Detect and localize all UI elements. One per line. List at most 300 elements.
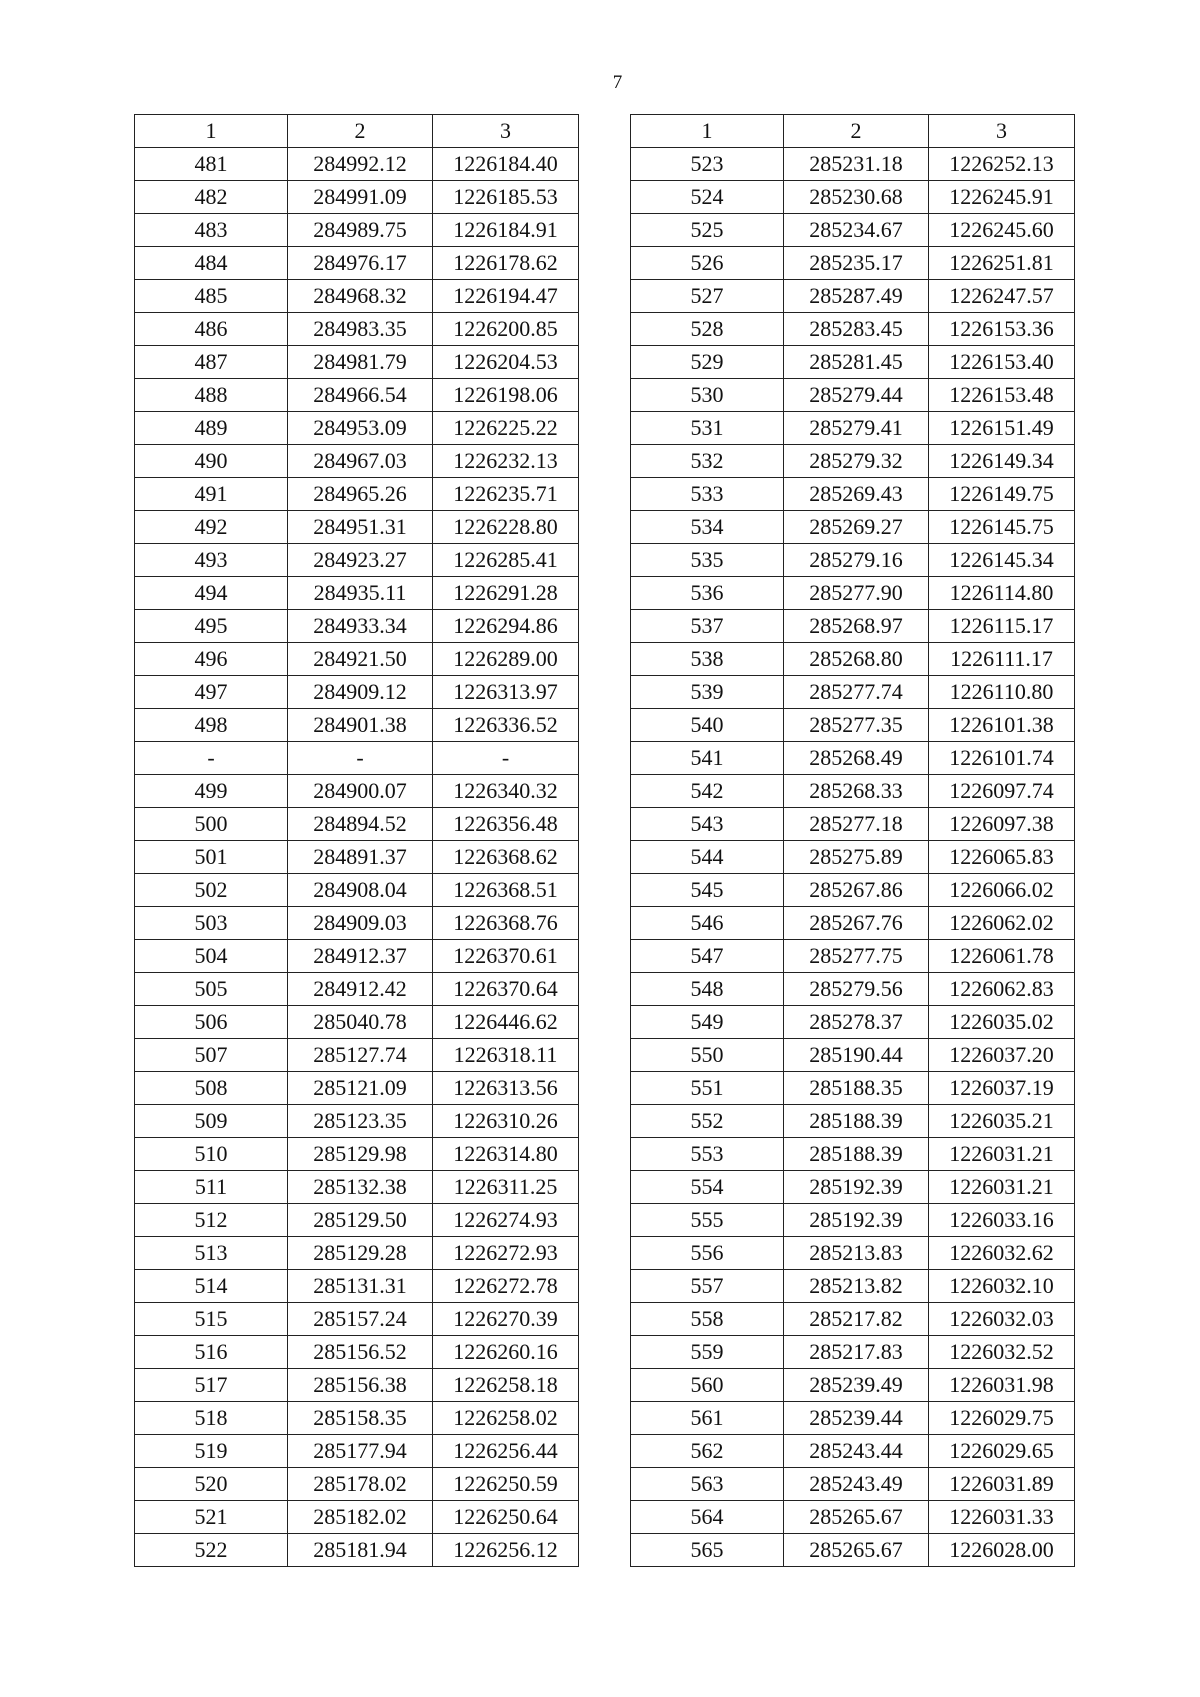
column-header-3: 3	[433, 115, 579, 148]
table-row	[631, 1336, 1075, 1369]
point-number-cell: 559	[631, 1336, 784, 1369]
point-number-cell: 515	[135, 1303, 288, 1336]
y-coordinate-cell: 1226066.02	[929, 874, 1075, 907]
x-coordinate-cell: 285279.16	[784, 544, 929, 577]
x-coordinate-cell: 285279.32	[784, 445, 929, 478]
x-coordinate-cell: 285239.44	[784, 1402, 929, 1435]
table-row	[631, 1369, 1075, 1402]
table-row	[135, 280, 579, 313]
table-row	[135, 412, 579, 445]
x-coordinate-cell: 285181.94	[288, 1534, 433, 1567]
table-row	[631, 577, 1075, 610]
table-row	[135, 1171, 579, 1204]
x-coordinate-cell: 285277.35	[784, 709, 929, 742]
y-coordinate-cell: 1226291.28	[433, 577, 579, 610]
point-number-cell: 524	[631, 181, 784, 214]
point-number-cell: 540	[631, 709, 784, 742]
x-coordinate-cell: 285279.41	[784, 412, 929, 445]
y-coordinate-cell: 1226294.86	[433, 610, 579, 643]
table-row	[631, 313, 1075, 346]
y-coordinate-cell: 1226245.60	[929, 214, 1075, 247]
y-coordinate-cell: 1226097.38	[929, 808, 1075, 841]
table-row	[631, 412, 1075, 445]
y-coordinate-cell: 1226336.52	[433, 709, 579, 742]
point-number-cell: 513	[135, 1237, 288, 1270]
x-coordinate-cell: 285132.38	[288, 1171, 433, 1204]
y-coordinate-cell: 1226228.80	[433, 511, 579, 544]
table-row	[631, 940, 1075, 973]
y-coordinate-cell: 1226037.19	[929, 1072, 1075, 1105]
table-header	[135, 115, 579, 148]
table-body	[631, 148, 1075, 1567]
point-number-cell: 539	[631, 676, 784, 709]
point-number-cell: 499	[135, 775, 288, 808]
x-coordinate-cell: 285188.35	[784, 1072, 929, 1105]
table-row	[135, 1369, 579, 1402]
y-coordinate-cell: 1226256.44	[433, 1435, 579, 1468]
point-number-cell: 481	[135, 148, 288, 181]
x-coordinate-cell: 285234.67	[784, 214, 929, 247]
x-coordinate-cell: 285188.39	[784, 1105, 929, 1138]
y-coordinate-cell: 1226258.18	[433, 1369, 579, 1402]
table-row	[135, 1501, 579, 1534]
x-coordinate-cell: 284992.12	[288, 148, 433, 181]
table-row	[631, 1105, 1075, 1138]
y-coordinate-cell: 1226062.83	[929, 973, 1075, 1006]
point-number-cell: 553	[631, 1138, 784, 1171]
point-number-cell: 554	[631, 1171, 784, 1204]
point-number-cell: 518	[135, 1402, 288, 1435]
y-coordinate-cell: 1226247.57	[929, 280, 1075, 313]
y-coordinate-cell: 1226260.16	[433, 1336, 579, 1369]
point-number-cell: 545	[631, 874, 784, 907]
y-coordinate-cell: 1226245.91	[929, 181, 1075, 214]
y-coordinate-cell: 1226232.13	[433, 445, 579, 478]
table-row	[631, 1171, 1075, 1204]
point-number-cell: 531	[631, 412, 784, 445]
x-coordinate-cell: 284923.27	[288, 544, 433, 577]
point-number-cell: 516	[135, 1336, 288, 1369]
point-number-cell: 557	[631, 1270, 784, 1303]
x-coordinate-cell: 285268.49	[784, 742, 929, 775]
x-coordinate-cell: 285243.44	[784, 1435, 929, 1468]
x-coordinate-cell: 284891.37	[288, 841, 433, 874]
y-coordinate-cell: 1226097.74	[929, 775, 1075, 808]
y-coordinate-cell: 1226101.38	[929, 709, 1075, 742]
y-coordinate-cell: 1226114.80	[929, 577, 1075, 610]
x-coordinate-cell: 285190.44	[784, 1039, 929, 1072]
x-coordinate-cell: 284953.09	[288, 412, 433, 445]
point-number-cell: 487	[135, 346, 288, 379]
x-coordinate-cell: 285129.50	[288, 1204, 433, 1237]
x-coordinate-cell: 285268.33	[784, 775, 929, 808]
point-number-cell: 517	[135, 1369, 288, 1402]
point-number-cell: 546	[631, 907, 784, 940]
y-coordinate-cell: 1226115.17	[929, 610, 1075, 643]
x-coordinate-cell: 285277.18	[784, 808, 929, 841]
table-row	[135, 1534, 579, 1567]
point-number-cell: 511	[135, 1171, 288, 1204]
point-number-cell: 550	[631, 1039, 784, 1072]
point-number-cell: 542	[631, 775, 784, 808]
table-row	[631, 973, 1075, 1006]
x-coordinate-cell: 284976.17	[288, 247, 433, 280]
x-coordinate-cell: 285213.82	[784, 1270, 929, 1303]
point-number-cell: 482	[135, 181, 288, 214]
table-row	[631, 1501, 1075, 1534]
x-coordinate-cell: 285287.49	[784, 280, 929, 313]
y-coordinate-cell: 1226149.34	[929, 445, 1075, 478]
point-number-cell: 556	[631, 1237, 784, 1270]
x-coordinate-cell: 284967.03	[288, 445, 433, 478]
point-number-cell: 503	[135, 907, 288, 940]
table-row	[631, 841, 1075, 874]
x-coordinate-cell: 285178.02	[288, 1468, 433, 1501]
x-coordinate-cell: 285182.02	[288, 1501, 433, 1534]
y-coordinate-cell: 1226198.06	[433, 379, 579, 412]
y-coordinate-cell: 1226318.11	[433, 1039, 579, 1072]
y-coordinate-cell: 1226225.22	[433, 412, 579, 445]
y-coordinate-cell: 1226446.62	[433, 1006, 579, 1039]
point-number-cell: 496	[135, 643, 288, 676]
column-header-3: 3	[929, 115, 1075, 148]
table-row	[631, 742, 1075, 775]
point-number-cell: 532	[631, 445, 784, 478]
x-coordinate-cell: 285217.82	[784, 1303, 929, 1336]
x-coordinate-cell: 285265.67	[784, 1534, 929, 1567]
table-row	[631, 379, 1075, 412]
point-number-cell: 501	[135, 841, 288, 874]
y-coordinate-cell: 1226032.03	[929, 1303, 1075, 1336]
y-coordinate-cell: 1226184.91	[433, 214, 579, 247]
y-coordinate-cell: 1226311.25	[433, 1171, 579, 1204]
y-coordinate-cell: 1226145.34	[929, 544, 1075, 577]
y-coordinate-cell: 1226028.00	[929, 1534, 1075, 1567]
x-coordinate-cell: 285188.39	[784, 1138, 929, 1171]
table-row	[135, 346, 579, 379]
y-coordinate-cell: 1226110.80	[929, 676, 1075, 709]
x-coordinate-cell: 284901.38	[288, 709, 433, 742]
y-coordinate-cell: 1226031.98	[929, 1369, 1075, 1402]
y-coordinate-cell: 1226256.12	[433, 1534, 579, 1567]
y-coordinate-cell: 1226356.48	[433, 808, 579, 841]
x-coordinate-cell: 285230.68	[784, 181, 929, 214]
table-row	[631, 1468, 1075, 1501]
x-coordinate-cell: 285127.74	[288, 1039, 433, 1072]
table-row	[631, 1534, 1075, 1567]
x-coordinate-cell: 284912.42	[288, 973, 433, 1006]
table-row	[135, 1039, 579, 1072]
x-coordinate-cell: 285192.39	[784, 1204, 929, 1237]
x-coordinate-cell: 285217.83	[784, 1336, 929, 1369]
point-number-cell: 507	[135, 1039, 288, 1072]
y-coordinate-cell: 1226032.10	[929, 1270, 1075, 1303]
y-coordinate-cell: 1226031.21	[929, 1171, 1075, 1204]
table-row	[631, 874, 1075, 907]
table-row	[631, 544, 1075, 577]
table-row	[135, 709, 579, 742]
point-number-cell: 534	[631, 511, 784, 544]
point-number-cell: 493	[135, 544, 288, 577]
point-number-cell: 526	[631, 247, 784, 280]
table-row	[135, 214, 579, 247]
point-number-cell: 563	[631, 1468, 784, 1501]
y-coordinate-cell: 1226029.75	[929, 1402, 1075, 1435]
table-row	[135, 808, 579, 841]
table-row	[631, 478, 1075, 511]
point-number-cell: 560	[631, 1369, 784, 1402]
column-header-1: 1	[631, 115, 784, 148]
x-coordinate-cell: 285231.18	[784, 148, 929, 181]
x-coordinate-cell: 284966.54	[288, 379, 433, 412]
table-row	[135, 1006, 579, 1039]
table-row	[135, 379, 579, 412]
header-row	[135, 115, 579, 148]
y-coordinate-cell: 1226368.62	[433, 841, 579, 874]
table-row	[135, 511, 579, 544]
point-number-cell: 533	[631, 478, 784, 511]
point-number-cell: 498	[135, 709, 288, 742]
point-number-cell: 528	[631, 313, 784, 346]
y-coordinate-cell: 1226340.32	[433, 775, 579, 808]
table-row	[631, 1204, 1075, 1237]
table-row	[135, 478, 579, 511]
point-number-cell: 561	[631, 1402, 784, 1435]
table-row	[631, 1270, 1075, 1303]
table-row	[631, 676, 1075, 709]
y-coordinate-cell: 1226032.62	[929, 1237, 1075, 1270]
table-row	[135, 544, 579, 577]
y-coordinate-cell: 1226368.76	[433, 907, 579, 940]
y-coordinate-cell: 1226274.93	[433, 1204, 579, 1237]
x-coordinate-cell: 285279.44	[784, 379, 929, 412]
table-row	[135, 445, 579, 478]
point-number-cell: 562	[631, 1435, 784, 1468]
y-coordinate-cell: 1226272.93	[433, 1237, 579, 1270]
table-row	[135, 181, 579, 214]
y-coordinate-cell: 1226111.17	[929, 643, 1075, 676]
point-number-cell: 555	[631, 1204, 784, 1237]
table-row	[135, 247, 579, 280]
table-row	[135, 775, 579, 808]
table-row	[631, 247, 1075, 280]
x-coordinate-cell: 285278.37	[784, 1006, 929, 1039]
table-row	[135, 1138, 579, 1171]
y-coordinate-cell: 1226035.02	[929, 1006, 1075, 1039]
y-coordinate-cell: 1226250.64	[433, 1501, 579, 1534]
y-coordinate-cell: 1226031.33	[929, 1501, 1075, 1534]
x-coordinate-cell: 284909.03	[288, 907, 433, 940]
table-row	[631, 1006, 1075, 1039]
x-coordinate-cell: 285192.39	[784, 1171, 929, 1204]
x-coordinate-cell: 285277.90	[784, 577, 929, 610]
table-row	[631, 1303, 1075, 1336]
x-coordinate-cell: 285268.97	[784, 610, 929, 643]
point-number-cell: 551	[631, 1072, 784, 1105]
x-coordinate-cell: 285123.35	[288, 1105, 433, 1138]
y-coordinate-cell: 1226153.48	[929, 379, 1075, 412]
table-row	[135, 610, 579, 643]
x-coordinate-cell: 285129.98	[288, 1138, 433, 1171]
point-number-cell: 510	[135, 1138, 288, 1171]
point-number-cell: 490	[135, 445, 288, 478]
point-number-cell: 491	[135, 478, 288, 511]
x-coordinate-cell: 284951.31	[288, 511, 433, 544]
table-row	[631, 1138, 1075, 1171]
point-number-cell: 495	[135, 610, 288, 643]
point-number-cell: 502	[135, 874, 288, 907]
table-row	[135, 1270, 579, 1303]
x-coordinate-cell: 285213.83	[784, 1237, 929, 1270]
x-coordinate-cell: 284909.12	[288, 676, 433, 709]
table-row	[631, 907, 1075, 940]
point-number-cell: 565	[631, 1534, 784, 1567]
y-coordinate-cell: 1226153.40	[929, 346, 1075, 379]
y-coordinate-cell: 1226200.85	[433, 313, 579, 346]
table-row	[631, 214, 1075, 247]
column-header-1: 1	[135, 115, 288, 148]
point-number-cell: 483	[135, 214, 288, 247]
point-number-cell: 527	[631, 280, 784, 313]
y-coordinate-cell: 1226250.59	[433, 1468, 579, 1501]
point-number-cell: 484	[135, 247, 288, 280]
y-coordinate-cell: 1226235.71	[433, 478, 579, 511]
point-number-cell: 552	[631, 1105, 784, 1138]
point-number-cell: 512	[135, 1204, 288, 1237]
table-row	[135, 643, 579, 676]
y-coordinate-cell: 1226251.81	[929, 247, 1075, 280]
point-number-cell: 488	[135, 379, 288, 412]
table-row	[135, 742, 579, 775]
table-row	[631, 181, 1075, 214]
table-row	[631, 1039, 1075, 1072]
point-number-cell: 500	[135, 808, 288, 841]
y-coordinate-cell: 1226184.40	[433, 148, 579, 181]
table-row	[631, 610, 1075, 643]
x-coordinate-cell: 285243.49	[784, 1468, 929, 1501]
x-coordinate-cell: 285277.74	[784, 676, 929, 709]
y-coordinate-cell: 1226101.74	[929, 742, 1075, 775]
x-coordinate-cell: 284989.75	[288, 214, 433, 247]
x-coordinate-cell: 284912.37	[288, 940, 433, 973]
table-row	[631, 511, 1075, 544]
point-number-cell: 486	[135, 313, 288, 346]
point-number-cell: 535	[631, 544, 784, 577]
y-coordinate-cell: 1226313.97	[433, 676, 579, 709]
table-row	[135, 1303, 579, 1336]
x-coordinate-cell: 285156.38	[288, 1369, 433, 1402]
y-coordinate-cell: 1226194.47	[433, 280, 579, 313]
point-number-cell: 541	[631, 742, 784, 775]
x-coordinate-cell: 284983.35	[288, 313, 433, 346]
y-coordinate-cell: 1226062.02	[929, 907, 1075, 940]
table-row	[135, 907, 579, 940]
y-coordinate-cell: 1226270.39	[433, 1303, 579, 1336]
point-number-cell: 530	[631, 379, 784, 412]
x-coordinate-cell: 285129.28	[288, 1237, 433, 1270]
table-row	[135, 1435, 579, 1468]
x-coordinate-cell: 284921.50	[288, 643, 433, 676]
x-coordinate-cell: 285235.17	[784, 247, 929, 280]
x-coordinate-cell: 285283.45	[784, 313, 929, 346]
x-coordinate-cell: 285131.31	[288, 1270, 433, 1303]
table-row	[631, 643, 1075, 676]
page-number: 7	[612, 72, 623, 93]
x-coordinate-cell: 284968.32	[288, 280, 433, 313]
x-coordinate-cell: 285275.89	[784, 841, 929, 874]
y-coordinate-cell: 1226368.51	[433, 874, 579, 907]
point-number-cell: 508	[135, 1072, 288, 1105]
x-coordinate-cell: -	[288, 742, 433, 775]
y-coordinate-cell: 1226258.02	[433, 1402, 579, 1435]
table-row	[631, 775, 1075, 808]
x-coordinate-cell: 285267.76	[784, 907, 929, 940]
table-row	[631, 1435, 1075, 1468]
y-coordinate-cell: 1226149.75	[929, 478, 1075, 511]
y-coordinate-cell: 1226313.56	[433, 1072, 579, 1105]
table-row	[631, 1072, 1075, 1105]
table-row	[135, 940, 579, 973]
point-number-cell: 504	[135, 940, 288, 973]
point-number-cell: 505	[135, 973, 288, 1006]
point-number-cell: 543	[631, 808, 784, 841]
point-number-cell: -	[135, 742, 288, 775]
table-header	[631, 115, 1075, 148]
point-number-cell: 537	[631, 610, 784, 643]
table-row	[631, 445, 1075, 478]
table-row	[135, 676, 579, 709]
point-number-cell: 489	[135, 412, 288, 445]
x-coordinate-cell: 285269.27	[784, 511, 929, 544]
point-number-cell: 509	[135, 1105, 288, 1138]
coordinates-table-right	[630, 114, 1075, 1567]
x-coordinate-cell: 285277.75	[784, 940, 929, 973]
y-coordinate-cell: 1226178.62	[433, 247, 579, 280]
x-coordinate-cell: 284933.34	[288, 610, 433, 643]
table-row	[631, 280, 1075, 313]
x-coordinate-cell: 285267.86	[784, 874, 929, 907]
y-coordinate-cell: 1226285.41	[433, 544, 579, 577]
x-coordinate-cell: 284894.52	[288, 808, 433, 841]
y-coordinate-cell: 1226310.26	[433, 1105, 579, 1138]
x-coordinate-cell: 285239.49	[784, 1369, 929, 1402]
point-number-cell: 494	[135, 577, 288, 610]
x-coordinate-cell: 285158.35	[288, 1402, 433, 1435]
table-row	[135, 1237, 579, 1270]
table-row	[135, 1402, 579, 1435]
header-row	[631, 115, 1075, 148]
table-row	[631, 1402, 1075, 1435]
column-header-2: 2	[784, 115, 929, 148]
y-coordinate-cell: 1226370.61	[433, 940, 579, 973]
y-coordinate-cell: 1226145.75	[929, 511, 1075, 544]
table-row	[631, 709, 1075, 742]
y-coordinate-cell: 1226252.13	[929, 148, 1075, 181]
point-number-cell: 519	[135, 1435, 288, 1468]
y-coordinate-cell: 1226035.21	[929, 1105, 1075, 1138]
y-coordinate-cell: 1226032.52	[929, 1336, 1075, 1369]
x-coordinate-cell: 285121.09	[288, 1072, 433, 1105]
point-number-cell: 525	[631, 214, 784, 247]
x-coordinate-cell: 285040.78	[288, 1006, 433, 1039]
x-coordinate-cell: 285279.56	[784, 973, 929, 1006]
coordinates-table-left	[134, 114, 579, 1567]
point-number-cell: 514	[135, 1270, 288, 1303]
table-row	[135, 313, 579, 346]
x-coordinate-cell: 285265.67	[784, 1501, 929, 1534]
y-coordinate-cell: 1226031.21	[929, 1138, 1075, 1171]
x-coordinate-cell: 284991.09	[288, 181, 433, 214]
